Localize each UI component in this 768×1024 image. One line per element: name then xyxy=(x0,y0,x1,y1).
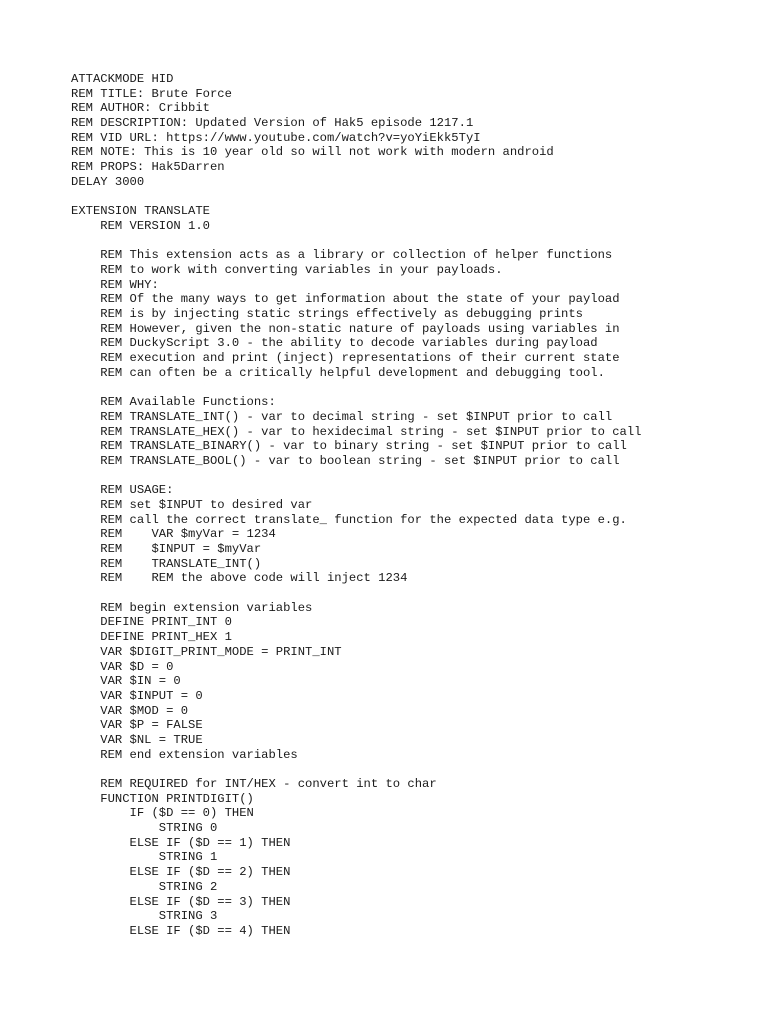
code-line: REM set $INPUT to desired var xyxy=(71,497,313,512)
code-line: VAR $P = FALSE xyxy=(71,718,203,733)
code-line: REM $INPUT = $myVar xyxy=(71,542,262,556)
code-line: VAR $IN = 0 xyxy=(71,674,181,689)
code-line: REM VERSION 1.0 xyxy=(71,218,210,233)
code-line: REM TRANSLATE_HEX() - var to hexidecimal string - set $INPUT prior to call xyxy=(71,424,642,439)
code-line: REM TRANSLATE_BINARY() - var to binary string - set $INPUT prior to call xyxy=(71,439,627,454)
document-page xyxy=(71,72,761,939)
code-line: REM REQUIRED for INT/HEX - convert int to char xyxy=(71,777,437,791)
code-line: REM PROPS: Hak5Darren xyxy=(71,160,225,175)
code-line: ELSE IF ($D == 3) THEN xyxy=(71,894,291,909)
code-line: DELAY 3000 xyxy=(71,174,145,189)
code-line: VAR $D = 0 xyxy=(71,659,174,674)
code-line: REM call the correct translate_ function for the expected data type e.g. xyxy=(71,512,627,527)
code-line: ATTACKMODE HID xyxy=(71,72,174,86)
code-line: FUNCTION PRINTDIGIT() xyxy=(71,791,254,806)
code-line: REM DESCRIPTION: Updated Version of Hak5 episode 1217.1 xyxy=(71,116,474,131)
code-line: REM TRANSLATE_INT() xyxy=(71,556,262,571)
code-line: REM VAR $myVar = 1234 xyxy=(71,527,276,542)
code-line xyxy=(71,190,761,205)
code-line: VAR $INPUT = 0 xyxy=(71,688,203,703)
code-line: STRING 0 xyxy=(71,821,218,836)
code-line xyxy=(71,380,761,395)
code-line: REM Available Functions: xyxy=(71,395,276,410)
code-line: IF ($D == 0) THEN xyxy=(71,806,254,821)
code-line: REM execution and print (inject) representations of their current state xyxy=(71,351,620,366)
code-line: VAR $DIGIT_PRINT_MODE = PRINT_INT xyxy=(71,644,342,659)
code-line: EXTENSION TRANSLATE xyxy=(71,204,210,219)
code-line xyxy=(71,586,761,601)
code-line: STRING 1 xyxy=(71,850,218,865)
code-line: REM TITLE: Brute Force xyxy=(71,86,232,101)
code-line: REM Of the many ways to get information about the state of your payload xyxy=(71,292,620,307)
code-line: REM WHY: xyxy=(71,277,159,292)
code-line: REM NOTE: This is 10 year old so will not work with modern android xyxy=(71,145,554,160)
code-line: REM However, given the non-static nature of payloads using variables in xyxy=(71,321,620,336)
code-line: REM is by injecting static strings effectively as debugging prints xyxy=(71,307,583,321)
code-line: REM VID URL: https://www.youtube.com/watch?v=yoYiEkk5TyI xyxy=(71,130,481,145)
code-line: REM TRANSLATE_BOOL() - var to boolean string - set $INPUT prior to call xyxy=(71,453,620,468)
code-line: REM TRANSLATE_INT() - var to decimal string - set $INPUT prior to call xyxy=(71,409,613,424)
code-line: STRING 2 xyxy=(71,879,218,894)
code-line: REM DuckyScript 3.0 - the ability to decode variables during payload xyxy=(71,336,598,351)
code-line: REM This extension acts as a library or collection of helper functions xyxy=(71,248,613,263)
code-line: DEFINE PRINT_HEX 1 xyxy=(71,630,232,645)
code-line: REM USAGE: xyxy=(71,483,174,498)
code-line: REM AUTHOR: Cribbit xyxy=(71,101,210,116)
code-line: REM REM the above code will inject 1234 xyxy=(71,571,408,586)
code-line: REM begin extension variables xyxy=(71,600,313,615)
code-line xyxy=(71,234,761,249)
code-line: STRING 3 xyxy=(71,909,218,924)
code-line: REM can often be a critically helpful development and debugging tool. xyxy=(71,365,605,380)
code-line: VAR $MOD = 0 xyxy=(71,703,189,718)
code-line xyxy=(71,469,761,484)
code-line: VAR $NL = TRUE xyxy=(71,732,203,747)
code-line: ELSE IF ($D == 2) THEN xyxy=(71,865,291,880)
code-line: ELSE IF ($D == 4) THEN xyxy=(71,923,291,938)
code-line: REM to work with converting variables in your payloads. xyxy=(71,262,503,277)
code-line xyxy=(71,762,761,777)
code-line: REM end extension variables xyxy=(71,747,298,762)
code-line: DEFINE PRINT_INT 0 xyxy=(71,615,232,630)
code-line: ELSE IF ($D == 1) THEN xyxy=(71,835,291,850)
